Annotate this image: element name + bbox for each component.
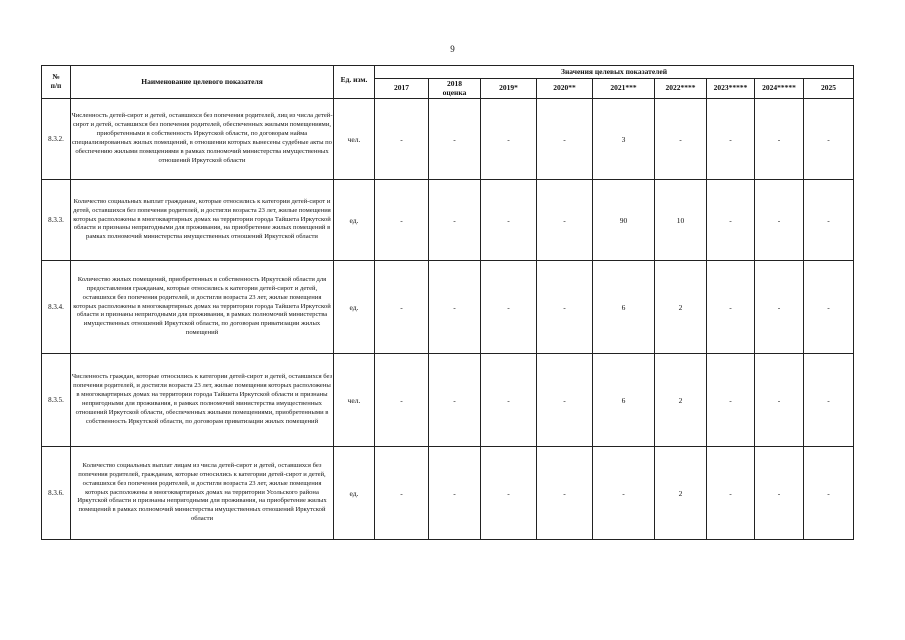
- indicator-value: -: [537, 99, 593, 180]
- header-year: 2025: [804, 79, 854, 99]
- indicator-value: -: [537, 447, 593, 540]
- indicator-name: Численность детей-сирот и детей, оставшихся без попечения родителей, лиц из числа детей-сирот и детей, оставшихся без попечения родителей, обеспеченных жилыми помещениями, приобретенными в собственность Иркутской области, по договорам найма специализированных жилых помещений, в отношении которых вынесены судебные акты по обеспечению жилыми помещениями в рамках полномочий министерства имущественных отношений Иркутской области: [71, 99, 334, 180]
- table-row: [42, 180, 854, 261]
- header-unit: Ед. изм.: [334, 66, 375, 99]
- header-name: Наименование целевого показателя: [71, 66, 334, 99]
- indicator-value: -: [755, 99, 804, 180]
- indicator-value: -: [755, 447, 804, 540]
- indicator-value: -: [707, 99, 755, 180]
- indicator-value: -: [429, 261, 481, 354]
- indicator-unit: ед.: [334, 447, 375, 540]
- indicator-value: -: [375, 354, 429, 447]
- indicator-value: 2: [655, 261, 707, 354]
- header-year: 2022****: [655, 79, 707, 99]
- indicator-value: 10: [655, 180, 707, 261]
- indicator-value: -: [707, 354, 755, 447]
- indicator-value: 2: [655, 354, 707, 447]
- table-row: [42, 261, 854, 354]
- indicator-value: -: [481, 354, 537, 447]
- indicator-value: -: [804, 99, 854, 180]
- indicator-value: -: [755, 180, 804, 261]
- indicator-value: -: [655, 99, 707, 180]
- indicator-name: Количество социальных выплат лицам из числа детей-сирот и детей, оставшихся без попечения родителей, гражданам, которые относились к категории детей-сирот и детей, оставшихся без попечения родителей, и достигли возраста 23 лет, жилые помещения которых расположены в многоквартирных домах на территории Усольского района Иркутской области и признаны непригодными для проживания, на приобретение жилых помещений в рамках полномочий министерства имущественных отношений Иркутской области: [71, 447, 334, 540]
- header-year: 2018 оценка: [429, 79, 481, 99]
- indicator-value: -: [593, 447, 655, 540]
- header-year: 2017: [375, 79, 429, 99]
- indicator-value: 3: [593, 99, 655, 180]
- indicator-value: -: [537, 180, 593, 261]
- indicator-value: -: [375, 447, 429, 540]
- indicator-unit: чел.: [334, 99, 375, 180]
- indicator-value: -: [481, 447, 537, 540]
- indicator-unit: ед.: [334, 180, 375, 261]
- indicator-name: Количество жилых помещений, приобретенных в собственность Иркутской области для предоставления гражданам, которые относились к категории детей-сирот и детей, оставшихся без попечения родителей, и достигли возраста 23 лет, жилые помещения которых расположены в многоквартирных домах на территории города Тайшета Иркутской области и признаны непригодными для проживания, в рамках полномочий министерства имущественных отношений Иркутской области, по договорам приватизации жилых помещений: [71, 261, 334, 354]
- indicator-value: -: [429, 180, 481, 261]
- header-num: № п/п: [42, 66, 71, 99]
- row-number: 8.3.3.: [42, 180, 71, 261]
- indicators-table: [41, 65, 854, 540]
- indicator-value: -: [707, 447, 755, 540]
- table-row: [42, 447, 854, 540]
- header-values-group: Значения целевых показателей: [375, 66, 854, 79]
- indicator-value: -: [375, 180, 429, 261]
- indicator-value: -: [755, 354, 804, 447]
- indicator-value: -: [707, 180, 755, 261]
- row-number: 8.3.5.: [42, 354, 71, 447]
- indicator-value: -: [429, 447, 481, 540]
- indicator-value: 6: [593, 354, 655, 447]
- row-number: 8.3.6.: [42, 447, 71, 540]
- indicator-value: -: [481, 99, 537, 180]
- row-number: 8.3.2.: [42, 99, 71, 180]
- indicator-value: -: [481, 180, 537, 261]
- indicator-name: Количество социальных выплат гражданам, которые относились к категории детей-сирот и детей, оставшихся без попечения родителей, и достигли возраста 23 лет, жилые помещения которых расположены в многоквартирных домах на территории города Тайшета Иркутской области и признаны непригодными для проживания, на приобретение жилых помещений в рамках полномочий министерства имущественных отношений Иркутской области: [71, 180, 334, 261]
- indicator-value: -: [481, 261, 537, 354]
- header-year: 2024*****: [755, 79, 804, 99]
- indicator-value: -: [429, 99, 481, 180]
- indicator-value: -: [804, 447, 854, 540]
- indicator-value: -: [537, 261, 593, 354]
- page-number: 9: [450, 44, 455, 54]
- indicator-value: -: [537, 354, 593, 447]
- header-year: 2023*****: [707, 79, 755, 99]
- indicator-value: -: [375, 261, 429, 354]
- indicator-value: -: [755, 261, 804, 354]
- header-year: 2019*: [481, 79, 537, 99]
- header-year: 2020**: [537, 79, 593, 99]
- table-row: [42, 354, 854, 447]
- indicator-value: 90: [593, 180, 655, 261]
- table-row: [42, 99, 854, 180]
- indicator-name: Численность граждан, которые относились к категории детей-сирот и детей, оставшихся без попечения родителей, и достигли возраста 23 лет, жилые помещения которых расположены в многоквартирных домах на территории города Тайшета Иркутской области и признаны непригодными для проживания, в рамках полномочий министерства имущественных отношений Иркутской области, обеспеченных жилыми помещениями, приобретенными в собственность Иркутской области, по договорам приватизации жилых помещений: [71, 354, 334, 447]
- row-number: 8.3.4.: [42, 261, 71, 354]
- indicator-value: 2: [655, 447, 707, 540]
- indicator-value: -: [707, 261, 755, 354]
- indicator-value: 6: [593, 261, 655, 354]
- indicator-value: -: [429, 354, 481, 447]
- indicator-value: -: [804, 180, 854, 261]
- indicator-value: -: [804, 354, 854, 447]
- indicator-value: -: [804, 261, 854, 354]
- header-year: 2021***: [593, 79, 655, 99]
- indicator-value: -: [375, 99, 429, 180]
- indicator-unit: ед.: [334, 261, 375, 354]
- indicator-unit: чел.: [334, 354, 375, 447]
